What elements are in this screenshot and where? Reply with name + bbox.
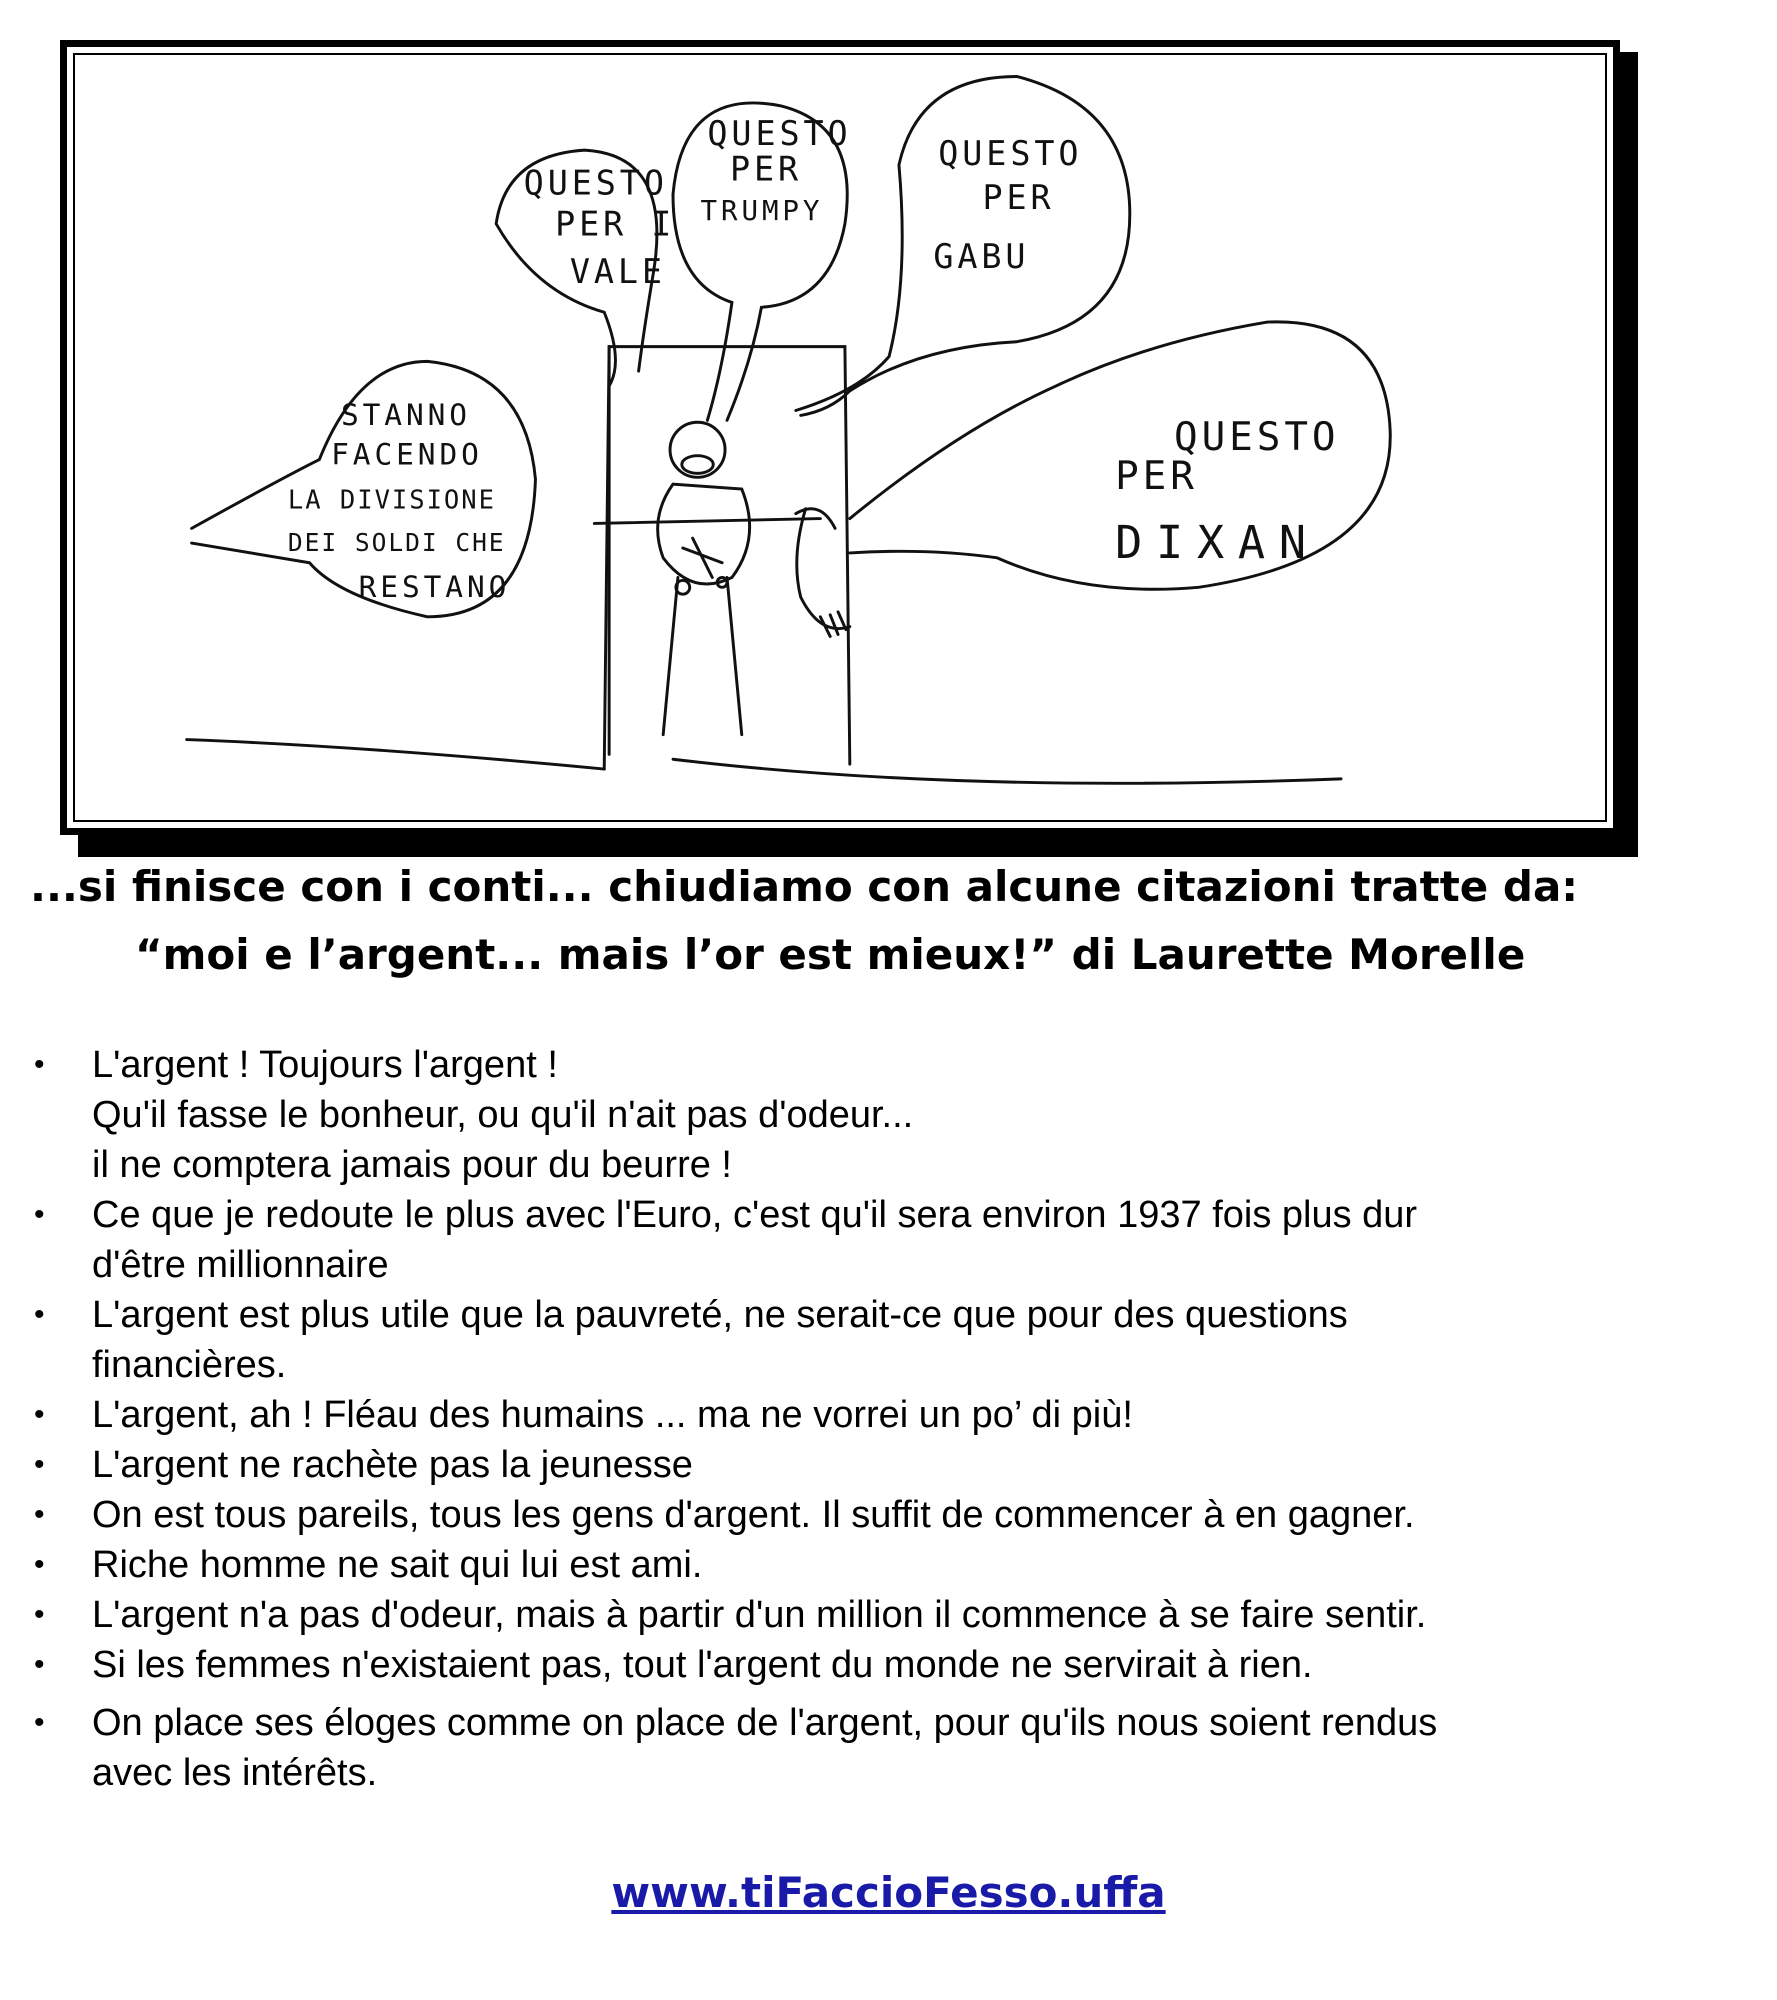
quote-item: [30, 1540, 1750, 1590]
quote-line: L'argent n'a pas d'odeur, mais à partir d'un million il commence à se faire sentir.: [92, 1594, 1427, 1636]
bubble-gabu-line-1: QUESTO: [938, 133, 1083, 173]
footer: [0, 1868, 1777, 1917]
quote-line: avec les intérêts.: [92, 1752, 378, 1794]
bullet-icon: •: [34, 1548, 45, 1581]
quote-line: Riche homme ne sait qui lui est ami.: [92, 1544, 703, 1586]
bullet-icon: •: [34, 1048, 45, 1081]
quote-item: [30, 1490, 1750, 1540]
quote-item: [30, 1390, 1750, 1440]
bubble-trumpy-line-3: TRUMPY: [700, 194, 824, 227]
bubble-division-line-1: STANNO: [340, 398, 471, 433]
ground-line-right: [673, 759, 1341, 783]
quote-line: L'argent est plus utile que la pauvreté, ne serait-ce que pour des questions: [92, 1294, 1348, 1336]
title-line-1: ...si finisce con i conti... chiudiamo con alcune citazioni tratte da:: [30, 862, 1579, 911]
website-link[interactable]: www.tiFaccioFesso.uffa: [611, 1868, 1166, 1917]
bubble-vale-line-2: PER I: [555, 204, 676, 244]
quote-line: d'être millionnaire: [92, 1244, 389, 1286]
comic-frame: [60, 40, 1620, 835]
character-drawing: [594, 422, 849, 734]
doorway: [604, 347, 850, 769]
quote-line: L'argent ! Toujours l'argent !: [92, 1044, 558, 1086]
quote-item: [30, 1040, 1750, 1190]
quote-item: [30, 1640, 1750, 1690]
quote-line: il ne comptera jamais pour du beurre !: [92, 1144, 732, 1186]
quote-item: [30, 1440, 1750, 1490]
ground-line-left: [187, 740, 605, 769]
title-line-2: “moi e l’argent... mais l’or est mieux!” di Laurette Morelle: [135, 930, 1526, 979]
bubble-gabu-line-3: GABU: [933, 237, 1030, 277]
quote-line: L'argent, ah ! Fléau des humains ... ma ne vorrei un po’ di più!: [92, 1394, 1133, 1436]
bubble-gabu-line-2: PER: [982, 178, 1055, 218]
quote-line: On place ses éloges comme on place de l'argent, pour qu'ils nous soient rendus: [92, 1702, 1438, 1744]
bullet-icon: •: [34, 1448, 45, 1481]
bullet-icon: •: [34, 1298, 45, 1331]
bullet-icon: •: [34, 1598, 45, 1631]
bubble-dixan-line-3: DIXAN: [1115, 515, 1320, 569]
bubble-trumpy-line-1: QUESTO: [707, 114, 852, 154]
bubble-division-line-5: RESTANO: [358, 570, 511, 605]
bubble-vale-line-1: QUESTO: [523, 163, 668, 203]
quote-line: L'argent ne rachète pas la jeunesse: [92, 1444, 693, 1486]
quote-item: [30, 1590, 1750, 1640]
quote-line: Ce que je redoute le plus avec l'Euro, c'est qu'il sera environ 1937 fois plus dur: [92, 1194, 1418, 1236]
quote-line: On est tous pareils, tous les gens d'argent. Il suffit de commencer à en gagner.: [92, 1494, 1415, 1536]
quote-line: Si les femmes n'existaient pas, tout l'argent du monde ne servirait à rien.: [92, 1644, 1313, 1686]
quote-item: [30, 1190, 1750, 1290]
bubble-dixan-line-2: PER: [1115, 454, 1198, 500]
quotes-list: [30, 1040, 1750, 1798]
bullet-icon: •: [34, 1648, 45, 1681]
bubble-division-line-2: FACENDO: [331, 437, 483, 472]
bubble-trumpy-line-2: PER: [729, 149, 803, 189]
comic-drawing: [67, 47, 1613, 828]
quote-item: [30, 1290, 1750, 1390]
bubble-dixan-line-1: QUESTO: [1174, 414, 1340, 460]
bullet-icon: •: [34, 1706, 45, 1739]
quote-line: Qu'il fasse le bonheur, ou qu'il n'ait pas d'odeur...: [92, 1094, 914, 1136]
bubble-division-line-4: DEI SOLDI CHE: [287, 527, 506, 557]
bullet-icon: •: [34, 1198, 45, 1231]
bubble-division-line-3: LA DIVISIONE: [287, 485, 496, 516]
quote-line: financières.: [92, 1344, 287, 1386]
bullet-icon: •: [34, 1398, 45, 1431]
bullet-icon: •: [34, 1498, 45, 1531]
bubble-vale-line-3: VALE: [569, 251, 666, 291]
quote-item: [30, 1698, 1750, 1798]
